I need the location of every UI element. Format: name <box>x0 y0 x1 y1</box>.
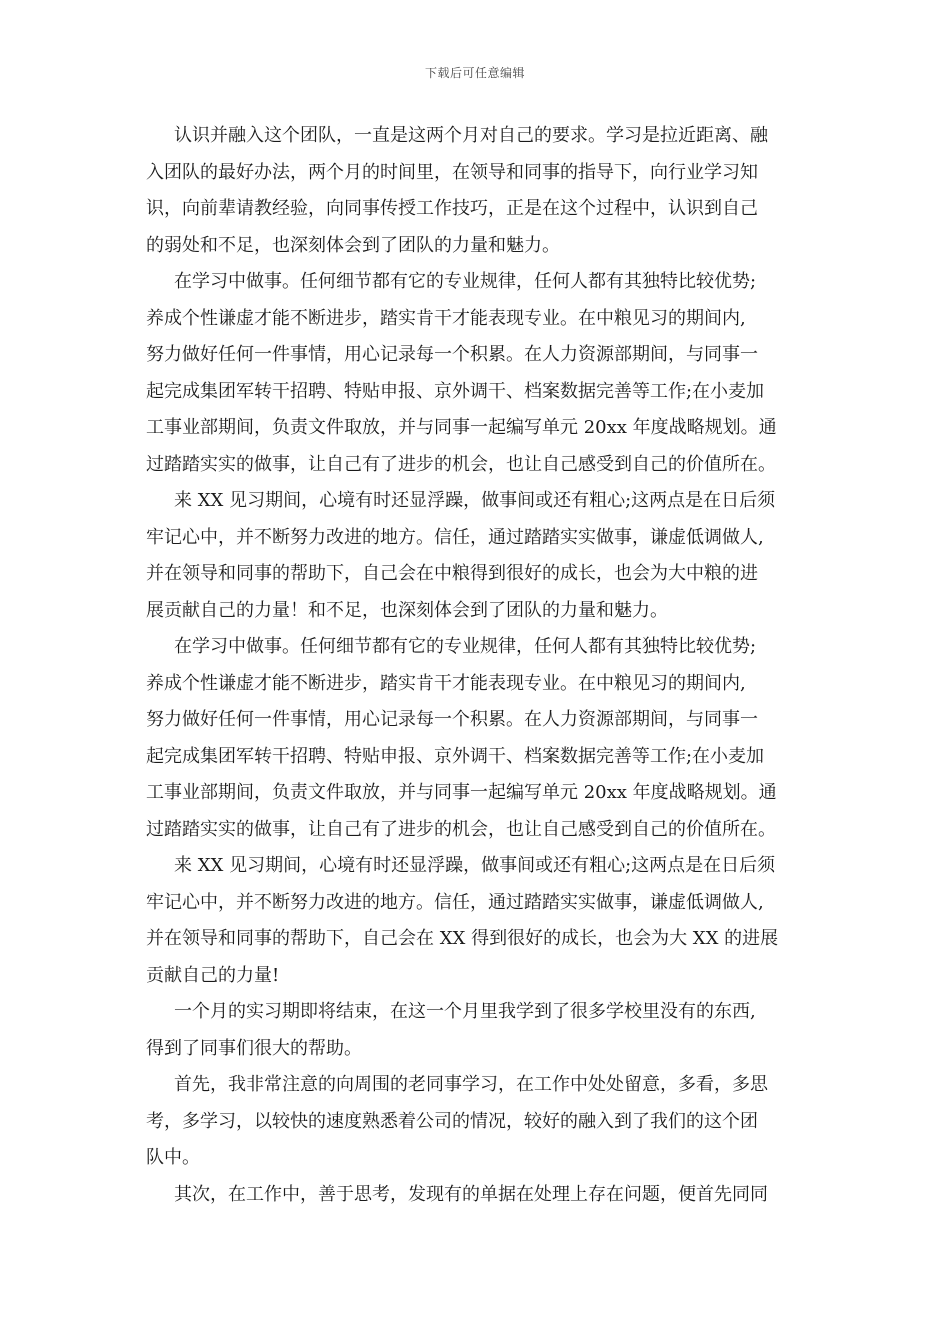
text-line: 过踏踏实实的做事，让自己有了进步的机会，也让自己感受到自己的价值所在。 <box>146 453 776 475</box>
text-line: 入团队的最好办法，两个月的时间里，在领导和同事的指导下，向行业学习知 <box>146 161 758 183</box>
text-line: 得到了同事们很大的帮助。 <box>146 1037 362 1059</box>
text-line: 养成个性谦虚才能不断进步，踏实肯干才能表现专业。在中粮见习的期间内, <box>146 307 746 329</box>
text-line: 牢记心中，并不断努力改进的地方。信任，通过踏踏实实做事，谦虚低调做人, <box>146 526 764 548</box>
text-line: 考，多学习，以较快的速度熟悉着公司的情况，较好的融入到了我们的这个团 <box>146 1110 758 1132</box>
text-line: 并在领导和同事的帮助下，自己会在中粮得到很好的成长，也会为大中粮的进 <box>146 563 758 584</box>
text-line: 首先，我非常注意的向周围的老同事学习，在工作中处处留意，多看，多思 <box>174 1074 768 1095</box>
text-line: 在学习中做事。任何细节都有它的专业规律，任何人都有其独特比较优势; <box>174 636 757 657</box>
text-line: 在学习中做事。任何细节都有它的专业规律，任何人都有其独特比较优势; <box>174 271 757 292</box>
text-line: 其次，在工作中，善于思考，发现有的单据在处理上存在问题，便首先同同 <box>174 1183 768 1205</box>
page-header: 下载后可任意编辑 <box>424 66 525 80</box>
text-line: 努力做好任何一件事情，用心记录每一个积累。在人力资源部期间，与同事一 <box>146 344 758 365</box>
text-line: 一个月的实习期即将结束，在这一个月里我学到了很多学校里没有的东西, <box>174 1001 756 1022</box>
text-line: 识，向前辈请教经验，向同事传授工作技巧，正是在这个过程中，认识到自己 <box>146 198 758 219</box>
text-line: 努力做好任何一件事情，用心记录每一个积累。在人力资源部期间，与同事一 <box>146 709 758 730</box>
text-line: 起完成集团军转干招聘、特贴申报、京外调干、档案数据完善等工作;在小麦加 <box>146 380 765 402</box>
text-line: 来 XX 见习期间，心境有时还显浮躁，做事间或还有粗心;这两点是在日后须 <box>174 855 776 876</box>
text-line: 工事业部期间，负责文件取放，并与同事一起编写单元 20xx 年度战略规划。通 <box>146 782 777 803</box>
text-line: 工事业部期间，负责文件取放，并与同事一起编写单元 20xx 年度战略规划。通 <box>146 417 777 438</box>
text-line: 展贡献自己的力量！和不足，也深刻体会到了团队的力量和魅力。 <box>146 599 668 621</box>
text-line: 牢记心中，并不断努力改进的地方。信任，通过踏踏实实做事，谦虚低调做人, <box>146 891 764 913</box>
text-line: 队中。 <box>146 1147 200 1168</box>
text-line: 并在领导和同事的帮助下，自己会在 XX 得到很好的成长，也会为大 XX 的进展 <box>146 928 779 949</box>
document-body <box>146 118 826 1213</box>
text-line: 养成个性谦虚才能不断进步，踏实肯干才能表现专业。在中粮见习的期间内, <box>146 672 746 694</box>
text-line: 起完成集团军转干招聘、特贴申报、京外调干、档案数据完善等工作;在小麦加 <box>146 745 765 767</box>
text-line: 贡献自己的力量! <box>146 964 280 986</box>
text-line: 来 XX 见习期间，心境有时还显浮躁，做事间或还有粗心;这两点是在日后须 <box>174 490 776 511</box>
text-line: 认识并融入这个团队，一直是这两个月对自己的要求。学习是拉近距离、融 <box>174 125 768 146</box>
text-line: 过踏踏实实的做事，让自己有了进步的机会，也让自己感受到自己的价值所在。 <box>146 818 776 840</box>
text-line: 的弱处和不足，也深刻体会到了团队的力量和魅力。 <box>146 234 560 256</box>
